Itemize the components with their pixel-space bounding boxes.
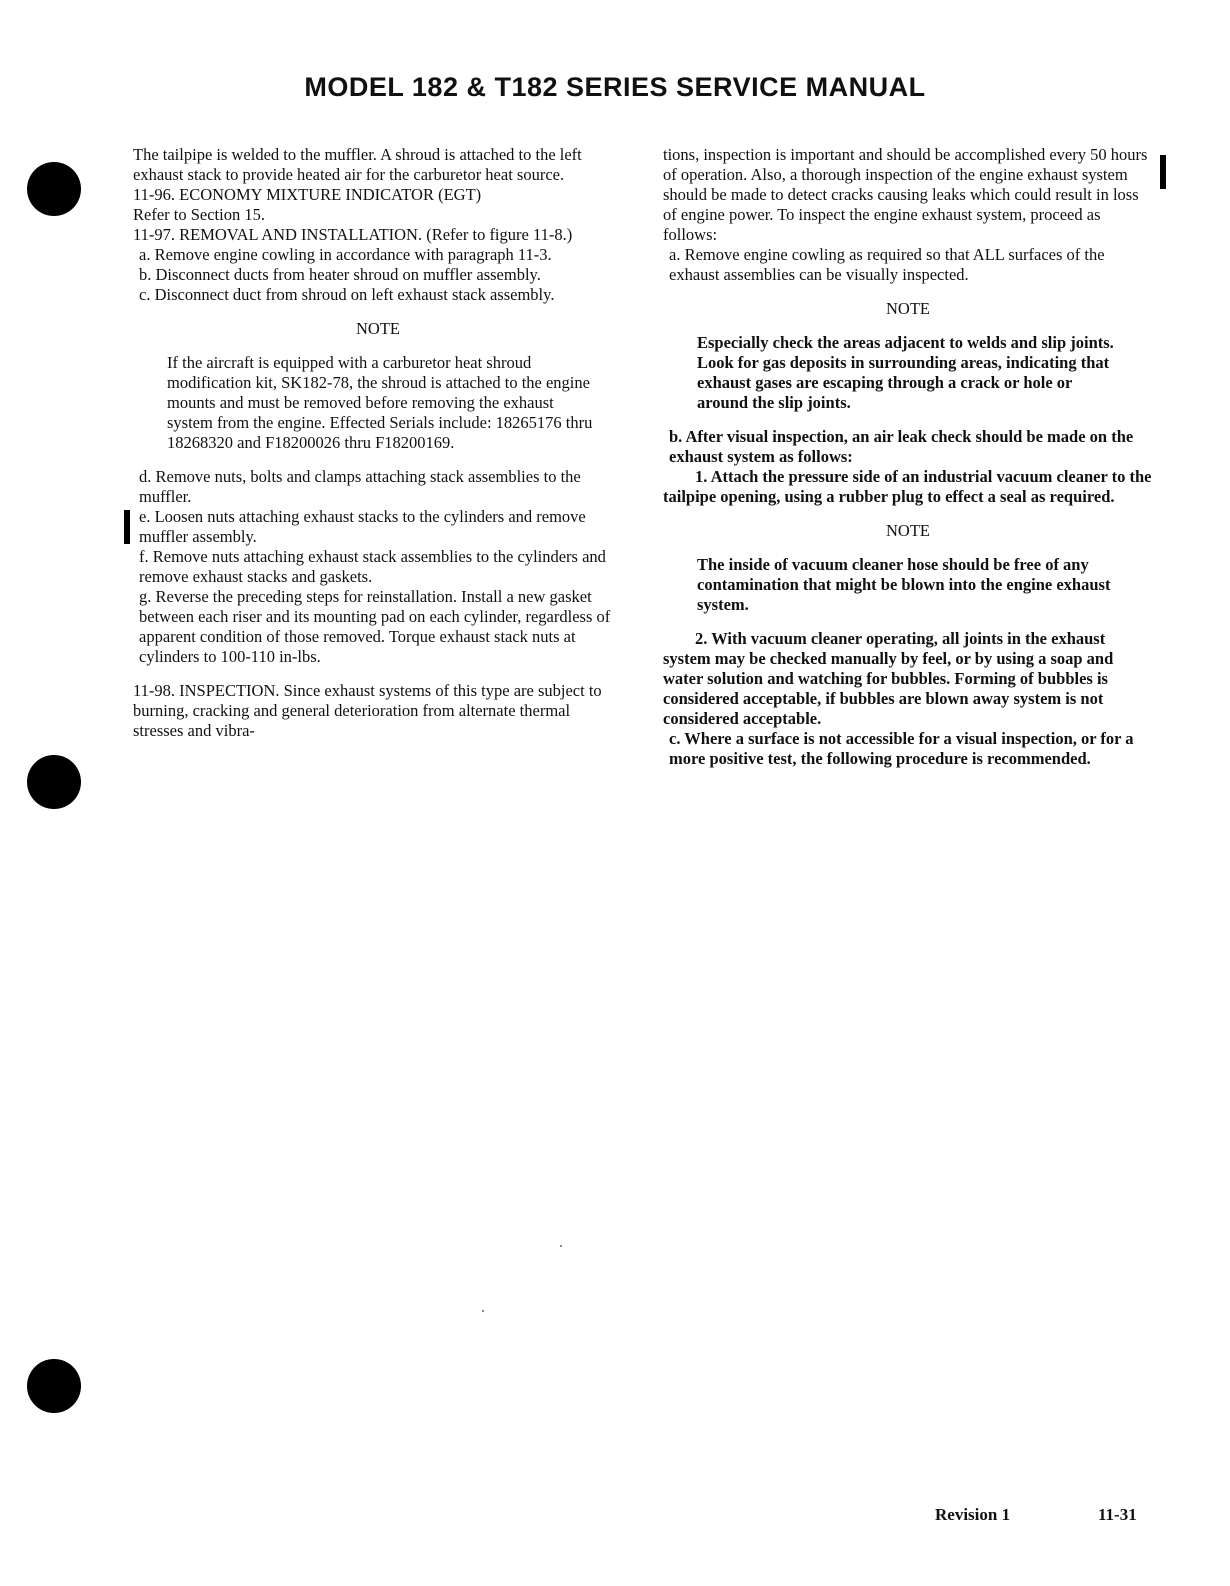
note-heading: NOTE (886, 299, 930, 318)
paragraph-refer-section: Refer to Section 15. (133, 205, 265, 224)
inspection-step-b1: 1. Attach the pressure side of an industrial vacuum cleaner to the tailpipe opening, using a rubber plug to effect a seal as required. (663, 467, 1152, 506)
revision-label: Revision 1 (935, 1505, 1011, 1524)
paragraph-inspection-continued: tions, inspection is important and should be accomplished every 50 hours of operation. Also, a thorough inspection of the engine exhaust system should be made to detect cracks causing leaks which could result in loss of engine power. To inspect the engine exhaust system, proceed as follows: (663, 145, 1148, 244)
removal-step-a: a. Remove engine cowling in accordance with paragraph 11-3. (139, 245, 552, 264)
removal-step-g: g. Reverse the preceding steps for reinstallation. Install a new gasket between each riser and its mounting pad on each cylinder, regardless of apparent condition of those removed. Torque exhaust stack nuts at cylinders to 100-110 in-lbs. (139, 587, 611, 666)
note-text: The inside of vacuum cleaner hose should be free of any contamination that might be blown into the engine exhaust system. (697, 555, 1111, 614)
page-number: 11-31 (1098, 1505, 1137, 1524)
binder-hole-bottom (27, 1359, 81, 1413)
inspection-step-c: c. Where a surface is not accessible for a visual inspection, or for a more positive test, the following procedure is recommended. (669, 729, 1134, 768)
inspection-step-a: a. Remove engine cowling as required so that ALL surfaces of the exhaust assemblies can be visually inspected. (669, 245, 1105, 284)
removal-step-f: f. Remove nuts attaching exhaust stack assemblies to the cylinders and remove exhaust stacks and gaskets. (139, 547, 606, 586)
note-heading: NOTE (356, 319, 400, 338)
left-column (133, 145, 623, 741)
binder-hole-middle (27, 755, 81, 809)
paragraph-tailpipe: The tailpipe is welded to the muffler. A shroud is attached to the left exhaust stack to provide heated air for the carburetor heat source. (133, 145, 582, 184)
right-column (663, 145, 1153, 769)
note-text: Especially check the areas adjacent to welds and slip joints. Look for gas deposits in surrounding areas, indicating that exhaust gases are escaping through a crack or hole or around the slip joints. (697, 333, 1114, 412)
page-title: MODEL 182 & T182 SERIES SERVICE MANUAL (304, 72, 926, 102)
note-heading: NOTE (886, 521, 930, 540)
scan-speck (560, 1245, 562, 1247)
removal-step-d: d. Remove nuts, bolts and clamps attaching stack assemblies to the muffler. (139, 467, 581, 506)
removal-step-e: e. Loosen nuts attaching exhaust stacks to the cylinders and remove muffler assembly. (139, 507, 586, 546)
inspection-step-b2: 2. With vacuum cleaner operating, all joints in the exhaust system may be checked manually by feel, or by using a soap and water solution and watching for bubbles. Forming of bubbles is considered acceptable, if bubbles are blown away system is not considered acceptable. (663, 629, 1114, 728)
section-heading-egt: 11-96. ECONOMY MIXTURE INDICATOR (EGT) (133, 185, 482, 204)
note-text: If the aircraft is equipped with a carburetor heat shroud modification kit, SK182-78, the shroud is attached to the engine mounts and must be removed before removing the exhaust system from the engine. Effected Serials include: 18265176 thru 18268320 and F18200026 thru F18200169. (167, 353, 593, 452)
binder-hole-top (27, 162, 81, 216)
section-heading-inspection: 11-98. INSPECTION. Since exhaust systems of this type are subject to burning, cracking and general deterioration from alternate thermal stresses and vibra- (133, 681, 602, 740)
section-heading-removal: 11-97. REMOVAL AND INSTALLATION. (Refer to figure 11-8.) (133, 225, 573, 244)
change-bar-left (124, 510, 130, 544)
scan-speck (482, 1310, 484, 1312)
removal-step-b: b. Disconnect ducts from heater shroud on muffler assembly. (139, 265, 541, 284)
inspection-step-b: b. After visual inspection, an air leak check should be made on the exhaust system as follows: (669, 427, 1134, 466)
change-bar-right (1160, 155, 1166, 189)
removal-step-c: c. Disconnect duct from shroud on left exhaust stack assembly. (139, 285, 555, 304)
